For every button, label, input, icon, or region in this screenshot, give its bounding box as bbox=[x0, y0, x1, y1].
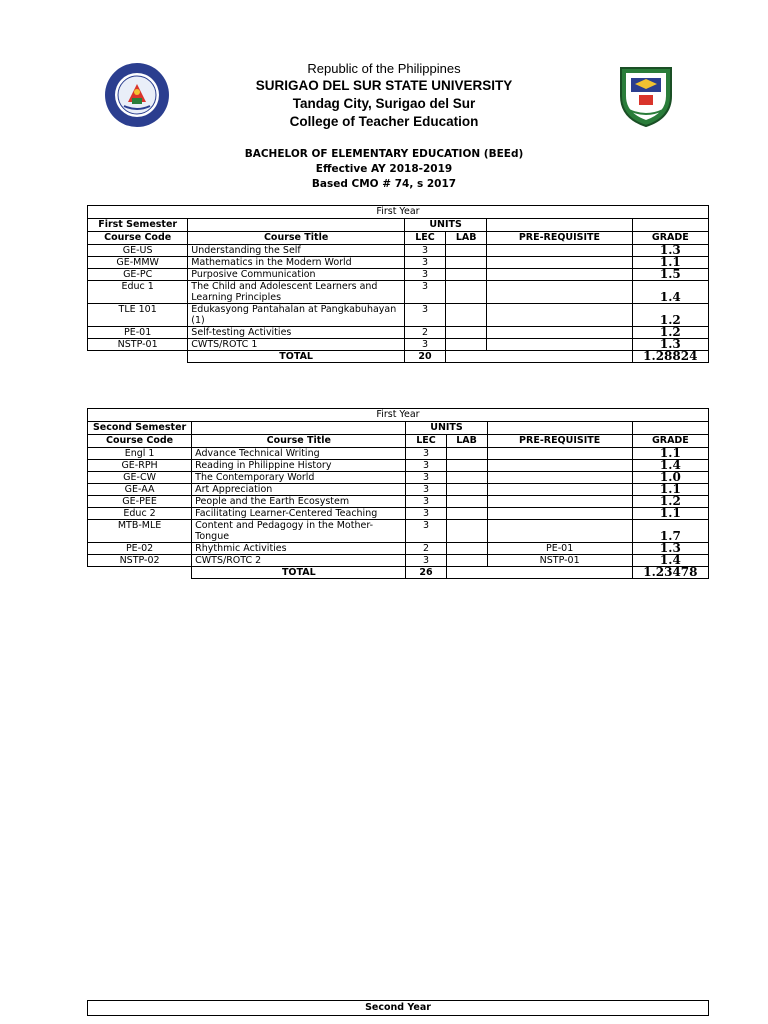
grade-cell: 1.2 bbox=[632, 327, 708, 339]
blank-cell bbox=[487, 422, 632, 435]
course-title-cell: The Contemporary World bbox=[192, 472, 406, 484]
prereq-cell bbox=[487, 496, 632, 508]
grade-header: GRADE bbox=[632, 435, 708, 448]
total-lec-cell: 26 bbox=[406, 567, 446, 579]
lab-units-cell bbox=[446, 484, 487, 496]
course-title-cell: Facilitating Learner-Centered Teaching bbox=[192, 508, 406, 520]
lab-units-cell bbox=[446, 327, 487, 339]
grade-cell: 1.4 bbox=[632, 281, 708, 304]
prereq-cell bbox=[487, 520, 632, 543]
course-code-header: Course Code bbox=[88, 435, 192, 448]
second-year-header: Second Year bbox=[87, 1000, 709, 1016]
course-title-cell: Art Appreciation bbox=[192, 484, 406, 496]
grade-cell: 1.2 bbox=[632, 304, 708, 327]
lab-header: LAB bbox=[446, 435, 487, 448]
course-row bbox=[88, 543, 709, 555]
lec-units-cell: 3 bbox=[406, 460, 446, 472]
lec-units-cell: 3 bbox=[406, 508, 446, 520]
blank-cell bbox=[88, 567, 192, 579]
course-title-cell: Rhythmic Activities bbox=[192, 543, 406, 555]
blank-cell bbox=[188, 219, 405, 232]
prereq-header: PRE-REQUISITE bbox=[487, 232, 632, 245]
total-grade-cell: 1.28824 bbox=[632, 351, 708, 363]
lec-units-cell: 2 bbox=[406, 543, 446, 555]
blank-cell bbox=[487, 567, 632, 579]
units-header: UNITS bbox=[404, 219, 486, 232]
lab-units-cell bbox=[446, 472, 487, 484]
lec-units-cell: 3 bbox=[404, 281, 445, 304]
blank-cell bbox=[632, 422, 708, 435]
year-label: First Year bbox=[88, 409, 709, 422]
prereq-cell bbox=[487, 460, 632, 472]
total-label: TOTAL bbox=[188, 351, 405, 363]
lab-units-cell bbox=[446, 543, 487, 555]
course-code-cell: MTB-MLE bbox=[88, 520, 192, 543]
course-title-header: Course Title bbox=[188, 232, 405, 245]
university-location: Tandag City, Surigao del Sur bbox=[292, 96, 476, 111]
course-code-cell: GE-PEE bbox=[88, 496, 192, 508]
grade-cell: 1.3 bbox=[632, 543, 708, 555]
program-name: BACHELOR OF ELEMENTARY EDUCATION (BEEd) bbox=[244, 148, 524, 160]
lab-units-cell bbox=[446, 339, 487, 351]
lab-units-cell bbox=[446, 269, 487, 281]
grade-cell: 1.1 bbox=[632, 257, 708, 269]
course-title-cell: Advance Technical Writing bbox=[192, 448, 406, 460]
prereq-cell bbox=[487, 508, 632, 520]
grade-cell: 1.1 bbox=[632, 508, 708, 520]
course-row bbox=[88, 484, 709, 496]
course-code-cell: Educ 1 bbox=[88, 281, 188, 304]
year-row bbox=[88, 409, 709, 422]
prereq-cell bbox=[487, 257, 632, 269]
prereq-cell bbox=[487, 281, 632, 304]
blank-cell bbox=[88, 351, 188, 363]
blank-cell bbox=[487, 219, 632, 232]
prereq-cell bbox=[487, 269, 632, 281]
course-code-cell: Engl 1 bbox=[88, 448, 192, 460]
lec-units-cell: 3 bbox=[406, 496, 446, 508]
course-row bbox=[88, 508, 709, 520]
prereq-cell bbox=[487, 327, 632, 339]
grade-cell: 1.4 bbox=[632, 555, 708, 567]
grade-header: GRADE bbox=[632, 232, 708, 245]
lab-units-cell bbox=[446, 257, 487, 269]
course-code-cell: NSTP-01 bbox=[88, 339, 188, 351]
lab-header: LAB bbox=[446, 232, 487, 245]
course-code-cell: GE-RPH bbox=[88, 460, 192, 472]
grade-cell: 1.3 bbox=[632, 339, 708, 351]
lab-units-cell bbox=[446, 448, 487, 460]
lec-units-cell: 3 bbox=[404, 339, 445, 351]
prereq-cell bbox=[487, 304, 632, 327]
college-name: College of Teacher Education bbox=[289, 114, 479, 129]
semester-label: First Semester bbox=[88, 219, 188, 232]
course-title-cell: CWTS/ROTC 2 bbox=[192, 555, 406, 567]
course-code-cell: GE-AA bbox=[88, 484, 192, 496]
lec-units-cell: 3 bbox=[404, 304, 445, 327]
course-row bbox=[88, 245, 709, 257]
grade-cell: 1.2 bbox=[632, 496, 708, 508]
grade-cell: 1.5 bbox=[632, 269, 708, 281]
course-title-cell: Mathematics in the Modern World bbox=[188, 257, 405, 269]
grade-cell: 1.3 bbox=[632, 245, 708, 257]
prereq-cell bbox=[487, 472, 632, 484]
lab-units-cell bbox=[446, 245, 487, 257]
course-row bbox=[88, 460, 709, 472]
course-title-cell: Reading in Philippine History bbox=[192, 460, 406, 472]
blank-cell bbox=[632, 219, 708, 232]
course-title-cell: The Child and Adolescent Learners and Learning Principles bbox=[188, 281, 405, 304]
total-row bbox=[88, 567, 709, 579]
program-effective: Effective AY 2018-2019 bbox=[315, 163, 453, 175]
lab-units-cell bbox=[446, 508, 487, 520]
column-header-row bbox=[88, 232, 709, 245]
prereq-cell: PE-01 bbox=[487, 543, 632, 555]
course-title-cell: Content and Pedagogy in the Mother-Tongue bbox=[192, 520, 406, 543]
prereq-cell bbox=[487, 448, 632, 460]
grade-cell: 1.1 bbox=[632, 448, 708, 460]
total-label: TOTAL bbox=[192, 567, 406, 579]
course-title-cell: Understanding the Self bbox=[188, 245, 405, 257]
semester-row bbox=[88, 219, 709, 232]
blank-cell bbox=[487, 351, 632, 363]
lec-header: LEC bbox=[404, 232, 445, 245]
grade-cell: 1.1 bbox=[632, 484, 708, 496]
lec-header: LEC bbox=[406, 435, 446, 448]
course-row bbox=[88, 496, 709, 508]
course-row bbox=[88, 304, 709, 327]
prereq-header: PRE-REQUISITE bbox=[487, 435, 632, 448]
lec-units-cell: 3 bbox=[406, 472, 446, 484]
lab-units-cell bbox=[446, 281, 487, 304]
total-row bbox=[88, 351, 709, 363]
column-header-row bbox=[88, 435, 709, 448]
prereq-cell: NSTP-01 bbox=[487, 555, 632, 567]
course-code-cell: GE-US bbox=[88, 245, 188, 257]
year-row bbox=[88, 206, 709, 219]
lab-units-cell bbox=[446, 496, 487, 508]
university-name: SURIGAO DEL SUR STATE UNIVERSITY bbox=[255, 78, 513, 93]
blank-cell bbox=[446, 351, 487, 363]
course-row bbox=[88, 327, 709, 339]
prereq-cell bbox=[487, 339, 632, 351]
course-code-cell: TLE 101 bbox=[88, 304, 188, 327]
course-row bbox=[88, 472, 709, 484]
lec-units-cell: 3 bbox=[404, 269, 445, 281]
course-row bbox=[88, 448, 709, 460]
course-code-header: Course Code bbox=[88, 232, 188, 245]
course-title-cell: Edukasyong Pantahalan at Pangkabuhayan (1) bbox=[188, 304, 405, 327]
course-title-cell: CWTS/ROTC 1 bbox=[188, 339, 405, 351]
grade-cell: 1.0 bbox=[632, 472, 708, 484]
course-row bbox=[88, 520, 709, 543]
lec-units-cell: 2 bbox=[404, 327, 445, 339]
course-code-cell: GE-PC bbox=[88, 269, 188, 281]
lab-units-cell bbox=[446, 555, 487, 567]
total-grade-cell: 1.23478 bbox=[632, 567, 708, 579]
course-code-cell: GE-CW bbox=[88, 472, 192, 484]
course-title-cell: People and the Earth Ecosystem bbox=[192, 496, 406, 508]
course-row bbox=[88, 339, 709, 351]
prereq-cell bbox=[487, 245, 632, 257]
lab-units-cell bbox=[446, 520, 487, 543]
lec-units-cell: 3 bbox=[406, 555, 446, 567]
course-title-cell: Purposive Communication bbox=[188, 269, 405, 281]
program-basis: Based CMO # 74, s 2017 bbox=[311, 178, 457, 190]
course-code-cell: GE-MMW bbox=[88, 257, 188, 269]
units-header: UNITS bbox=[406, 422, 487, 435]
course-title-cell: Self-testing Activities bbox=[188, 327, 405, 339]
prereq-cell bbox=[487, 484, 632, 496]
semester-row bbox=[88, 422, 709, 435]
lec-units-cell: 3 bbox=[404, 245, 445, 257]
blank-cell bbox=[192, 422, 406, 435]
semester-label: Second Semester bbox=[88, 422, 192, 435]
course-row bbox=[88, 281, 709, 304]
course-row bbox=[88, 555, 709, 567]
course-code-cell: Educ 2 bbox=[88, 508, 192, 520]
course-title-header: Course Title bbox=[192, 435, 406, 448]
lab-units-cell bbox=[446, 460, 487, 472]
lec-units-cell: 3 bbox=[406, 484, 446, 496]
total-lec-cell: 20 bbox=[404, 351, 445, 363]
lab-units-cell bbox=[446, 304, 487, 327]
course-code-cell: PE-02 bbox=[88, 543, 192, 555]
blank-cell bbox=[446, 567, 487, 579]
grade-cell: 1.4 bbox=[632, 460, 708, 472]
grade-cell: 1.7 bbox=[632, 520, 708, 543]
lec-units-cell: 3 bbox=[404, 257, 445, 269]
course-code-cell: PE-01 bbox=[88, 327, 188, 339]
lec-units-cell: 3 bbox=[406, 520, 446, 543]
lec-units-cell: 3 bbox=[406, 448, 446, 460]
course-row bbox=[88, 269, 709, 281]
republic-line: Republic of the Philippines bbox=[307, 61, 461, 76]
second-semester-table bbox=[87, 408, 709, 579]
course-code-cell: NSTP-02 bbox=[88, 555, 192, 567]
year-label: First Year bbox=[88, 206, 709, 219]
course-row bbox=[88, 257, 709, 269]
first-semester-table bbox=[87, 205, 709, 363]
